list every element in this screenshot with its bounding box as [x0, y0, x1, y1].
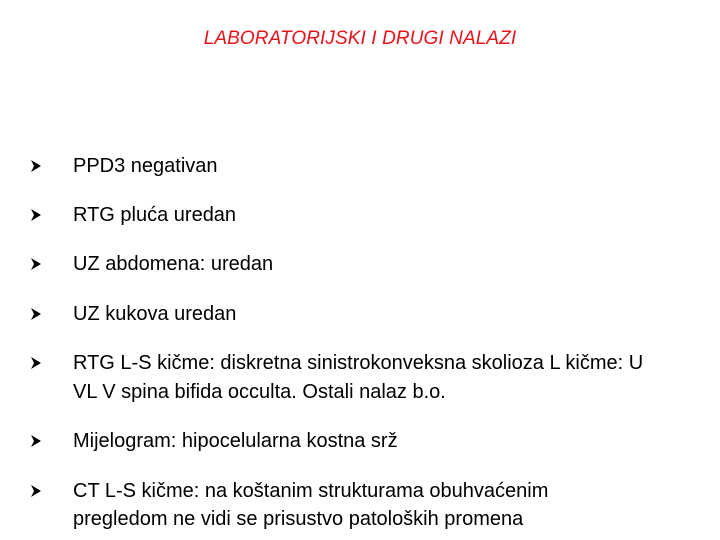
list-item-text-line1: CT L-S kičme: na koštanim strukturama obuhvaćenim [73, 480, 549, 502]
arrowhead-bullet-icon [30, 159, 42, 173]
list-item-text: UZ kukova uredan [73, 303, 237, 325]
list-item-text-line2: pregledom ne vidi se prisustvo patoloških promena [73, 508, 524, 530]
list-item-text: PPD3 negativan [73, 155, 218, 177]
list-item-text: RTG pluća uredan [73, 204, 237, 226]
arrowhead-bullet-icon [30, 208, 42, 222]
list-item-text-line2: VL V spina bifida occulta. Ostali nalaz b.o. [73, 381, 446, 403]
list-item-text: Mijelogram: hipocelularna kostna srž [73, 430, 398, 452]
list-item-text-line1: RTG L-S kičme: diskretna sinistrokonveksna skolioza L kičme: U [73, 352, 644, 374]
list-item-text: UZ abdomena: uredan [73, 253, 274, 275]
arrowhead-bullet-icon [30, 356, 42, 370]
arrowhead-bullet-icon [30, 434, 42, 448]
arrowhead-bullet-icon [30, 307, 42, 321]
arrowhead-bullet-icon [30, 257, 42, 271]
slide-title: LABORATORIJSKI I DRUGI NALAZI [203, 28, 517, 49]
arrowhead-bullet-icon [30, 484, 42, 498]
